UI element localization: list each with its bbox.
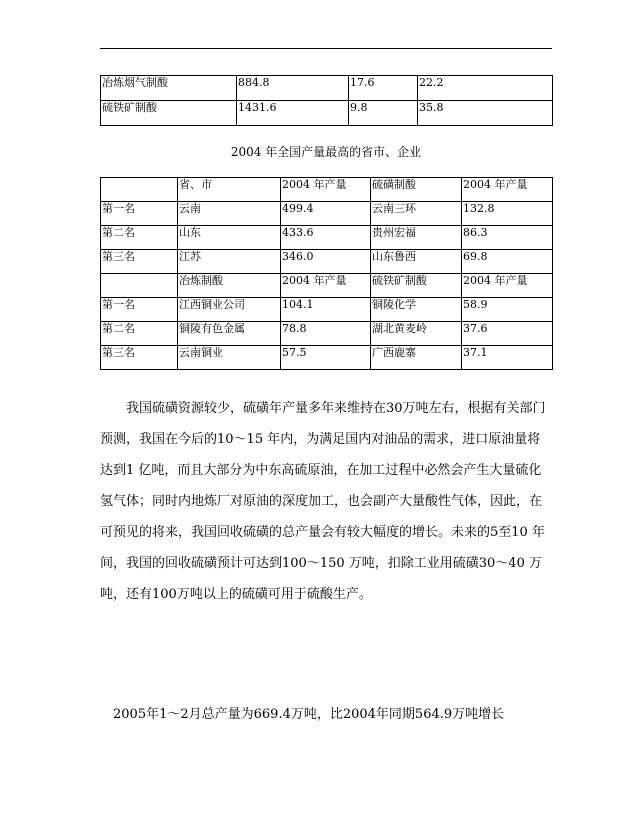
production-table-top: [100, 75, 553, 126]
table-cell: [101, 178, 178, 202]
table-cell: 第二名: [101, 322, 178, 346]
table-row: [101, 250, 553, 274]
table-cell: 433.6: [281, 226, 371, 250]
table-cell: 江西铜业公司: [178, 298, 281, 322]
table-subheader-row: [101, 274, 553, 298]
table-cell: 山东: [178, 226, 281, 250]
body-paragraph: 2005年1～2月总产量为669.4万吨，比2004年同期564.9万吨增长: [113, 707, 505, 722]
table-cell: 贵州宏福: [371, 226, 462, 250]
header-rule: [100, 48, 552, 49]
table-cell: 86.3: [462, 226, 553, 250]
table-cell: 35.8: [418, 101, 553, 126]
table-caption: 2004 年全国产量最高的省市、企业: [230, 145, 422, 159]
table-cell: 云南三环: [371, 202, 462, 226]
table-cell: 2004 年产量: [281, 274, 371, 298]
table-cell: 第三名: [101, 346, 178, 370]
table-row: [101, 322, 553, 346]
table-cell: 58.9: [462, 298, 553, 322]
table-cell: 2004 年产量: [462, 274, 553, 298]
table-row: [101, 76, 553, 101]
table-cell: 2004 年产量: [462, 178, 553, 202]
table-row: [101, 101, 553, 126]
table-cell: 346.0: [281, 250, 371, 274]
table-cell: 硫铁矿制酸: [101, 101, 237, 126]
table-cell: 硫磺制酸: [371, 178, 462, 202]
table-cell: 广西鹿寨: [371, 346, 462, 370]
table-cell: 云南铜业: [178, 346, 281, 370]
table-cell: 37.1: [462, 346, 553, 370]
table-cell: 17.6: [349, 76, 418, 101]
body-paragraph: 我国硫磺资源较少，硫磺年产量多年来维持在30万吨左右，根据有关部门预测，我国在今后的10～15 年内，为满足国内对油品的需求，进口原油量将达到1 亿吨，而且大部分为中东高硫原油，在加工过程中必然会产生大量硫化氢气体；同时内地炼厂对原油的深度加工，也会副产大量酸性气体，因此，在可预见的将来，我国回收硫磺的总产量会有较大幅度的增长。未来的5至10 年间，我国的回收硫磺预计可达到100～150 万吨，扣除工业用硫磺30～40 万吨，还有100万吨以上的硫磺可用于硫酸生产。: [100, 401, 546, 602]
table-cell: 铜陵有色金属: [178, 322, 281, 346]
table-cell: 云南: [178, 202, 281, 226]
table-cell: 冶炼制酸: [178, 274, 281, 298]
table-cell: 第一名: [101, 298, 178, 322]
table-cell: 884.8: [237, 76, 349, 101]
table-cell: 499.4: [281, 202, 371, 226]
table-cell: 78.8: [281, 322, 371, 346]
table-cell: 22.2: [418, 76, 553, 101]
table-header-row: [101, 178, 553, 202]
table-row: [101, 226, 553, 250]
table-cell: 104.1: [281, 298, 371, 322]
table-cell: 省、市: [178, 178, 281, 202]
table-cell: [101, 274, 178, 298]
table-cell: 铜陵化学: [371, 298, 462, 322]
table-cell: 第一名: [101, 202, 178, 226]
table-cell: 江苏: [178, 250, 281, 274]
table-cell: 第三名: [101, 250, 178, 274]
table-cell: 山东鲁西: [371, 250, 462, 274]
table-cell: 37.6: [462, 322, 553, 346]
table-row: [101, 298, 553, 322]
table-cell: 湖北黄麦岭: [371, 322, 462, 346]
table-row: [101, 202, 553, 226]
table-cell: 57.5: [281, 346, 371, 370]
table-cell: 硫铁矿制酸: [371, 274, 462, 298]
table-cell: 2004 年产量: [281, 178, 371, 202]
table-cell: 69.8: [462, 250, 553, 274]
table-cell: 9.8: [349, 101, 418, 126]
table-cell: 1431.6: [237, 101, 349, 126]
table-cell: 132.8: [462, 202, 553, 226]
table-cell: 第二名: [101, 226, 178, 250]
table-cell: 冶炼烟气制酸: [101, 76, 237, 101]
ranking-table: [100, 177, 553, 370]
table-row: [101, 346, 553, 370]
